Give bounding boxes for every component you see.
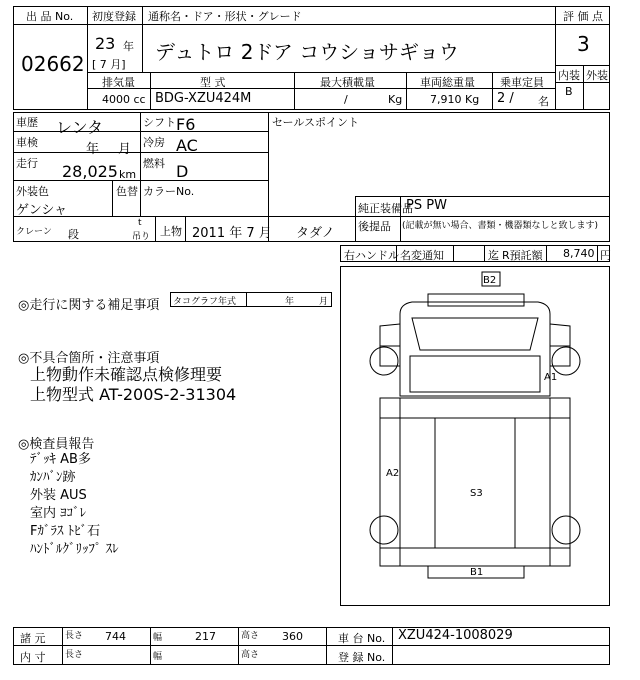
shift-label: シフト — [143, 116, 176, 129]
length-label: 長さ — [65, 631, 84, 641]
type-label: 型 式 — [200, 76, 226, 89]
sales-point-label: セールスポイント — [272, 116, 360, 129]
rear-left-wheel — [370, 516, 398, 544]
aftermarket-label: 後提品 — [358, 220, 391, 233]
defect-line-1: 上物動作未確認点検修理要 — [30, 365, 223, 384]
interior-score: B — [565, 85, 573, 98]
standard-equipment: PS PW — [406, 198, 447, 213]
cooling-label: 冷房 — [143, 136, 165, 149]
r-fee: 8,740 — [563, 247, 595, 260]
stage-label: 段 — [68, 228, 79, 241]
mileage: 28,025 — [62, 162, 118, 181]
inspector-line-3: 外装 AUS — [30, 488, 87, 503]
gross-weight-label: 車両総重量 — [420, 76, 475, 89]
tachograph-month: 月 — [319, 297, 329, 307]
cab-body — [400, 302, 550, 396]
type: BDG-XZU424M — [155, 91, 252, 106]
aftermarket-note: (記載が無い場合、書類・機器類なしと致します) — [402, 221, 599, 231]
inspection-label: 車検 — [16, 136, 38, 149]
max-load-label: 最大積載量 — [320, 76, 375, 89]
body-date: 2011 年 7 月 — [192, 226, 272, 241]
footer-frame — [13, 627, 610, 665]
tachograph-year: 年 — [285, 297, 295, 307]
history: レンタ — [56, 118, 103, 137]
capacity: 2 / — [497, 91, 514, 106]
reg-no-label: 登 録 No. — [338, 651, 386, 664]
label-b1: B1 — [470, 567, 484, 578]
width-value: 217 — [195, 630, 216, 643]
ext-color-label: 外装色 — [16, 185, 49, 198]
dashboard — [410, 356, 540, 392]
interior-dims-label: 内 寸 — [20, 651, 46, 664]
label-a2: A2 — [386, 468, 400, 479]
label-a1: A1 — [544, 372, 558, 383]
chassis-no: XZU424-1008029 — [398, 628, 513, 643]
score-label: 評 価 点 — [563, 10, 603, 23]
t-label: t — [138, 218, 142, 228]
windshield — [412, 318, 538, 350]
fuel: D — [176, 162, 189, 181]
height-value: 360 — [282, 630, 303, 643]
first-reg-month: [ 7 月] — [92, 58, 126, 71]
inspector-line-4: 室内 ﾖｺﾞﾚ — [30, 506, 87, 521]
standard-equipment-label: 純正装備品 — [358, 202, 413, 215]
max-load-unit: Kg — [388, 93, 403, 106]
cab-roof — [428, 294, 524, 306]
lot-no: 02662 — [21, 52, 85, 76]
defects-header: ◎不具合箇所・注意事項 — [18, 351, 160, 366]
displacement-label: 排気量 — [102, 76, 135, 89]
lot-no-label: 出 品 No. — [26, 10, 74, 23]
rear-right-wheel — [552, 516, 580, 544]
inspector-line-1: ﾃﾞｯｷ AB多 — [30, 452, 91, 467]
inspection-month: 月 — [118, 142, 132, 157]
crane-label: クレーン — [16, 227, 52, 237]
capacity-label: 乗車定員 — [500, 76, 544, 89]
inspector-header: ◎検査員報告 — [18, 437, 95, 452]
exterior-score-label: 外装 — [586, 69, 608, 82]
mileage-label: 走行 — [16, 157, 38, 170]
fuel-label: 燃料 — [143, 157, 165, 170]
height-label-2: 高さ — [241, 650, 260, 660]
inspector-line-6: ﾊﾝﾄﾞﾙｸﾞﾘｯﾌﾟ ｽﾚ — [30, 542, 119, 557]
chassis-no-label: 車 台 No. — [338, 632, 386, 645]
inspection-year: 年 — [86, 142, 100, 157]
cooling: AC — [176, 136, 198, 155]
cab-right-panel — [550, 324, 570, 366]
front-left-wheel — [370, 347, 398, 375]
label-s3: S3 — [470, 488, 483, 499]
color-no-label: カラーNo. — [143, 185, 195, 198]
height-label: 高さ — [241, 631, 260, 641]
model-name: デュトロ 2ドア コウショサギョウ — [155, 40, 459, 64]
ext-color: ゲンシャ — [16, 203, 68, 218]
front-right-wheel — [552, 347, 580, 375]
cab-left-panel — [380, 324, 400, 366]
body-maker: タダノ — [296, 226, 335, 241]
r-fee-unit: 円 — [600, 249, 611, 262]
dims-label: 諸 元 — [20, 632, 46, 645]
driving-supplement-header: ◎走行に関する補足事項 — [18, 298, 160, 313]
label-b2: B2 — [483, 275, 497, 286]
suspension-label: 吊り — [132, 232, 151, 242]
truck-diagram — [340, 266, 610, 606]
color-swap-label: 色替 — [116, 185, 138, 198]
body-label: 上物 — [160, 225, 182, 238]
first-reg-year-unit: 年 — [123, 40, 134, 53]
model-label: 通称名・ドア・形状・グレード — [148, 10, 302, 23]
interior-score-label: 内装 — [558, 69, 580, 82]
shift: F6 — [176, 115, 196, 134]
inspector-line-5: Fｶﾞﾗｽ ﾄﾋﾞ石 — [30, 524, 101, 539]
capacity-unit: 名 — [538, 95, 549, 108]
overall-score: 3 — [577, 32, 590, 56]
deadline-label: 迄 — [488, 249, 499, 262]
first-reg-year: 23 — [95, 34, 116, 53]
first-reg-label: 初度登録 — [92, 10, 136, 23]
defect-line-2: 上物型式 AT-200S-2-31304 — [30, 385, 237, 404]
name-change-label: 名変通知 — [400, 249, 444, 262]
inspector-line-2: ｶﾝﾊﾞﾝ跡 — [30, 470, 76, 485]
max-load: / — [344, 93, 348, 106]
displacement: 4000 cc — [102, 93, 146, 106]
history-label: 車歴 — [16, 116, 38, 129]
cargo-bed — [380, 398, 570, 566]
length-value: 744 — [105, 630, 126, 643]
length-label-2: 長さ — [65, 650, 84, 660]
mileage-unit: km — [119, 168, 137, 181]
tachograph-label: タコグラフ年式 — [173, 297, 237, 307]
width-label: 幅 — [153, 633, 163, 643]
gross-weight: 7,910 Kg — [430, 93, 480, 106]
width-label-2: 幅 — [153, 652, 163, 662]
r-fee-label: R預託額 — [502, 249, 543, 262]
rhd-label: 右ハンドル — [344, 249, 399, 262]
name-change-box — [453, 245, 485, 262]
